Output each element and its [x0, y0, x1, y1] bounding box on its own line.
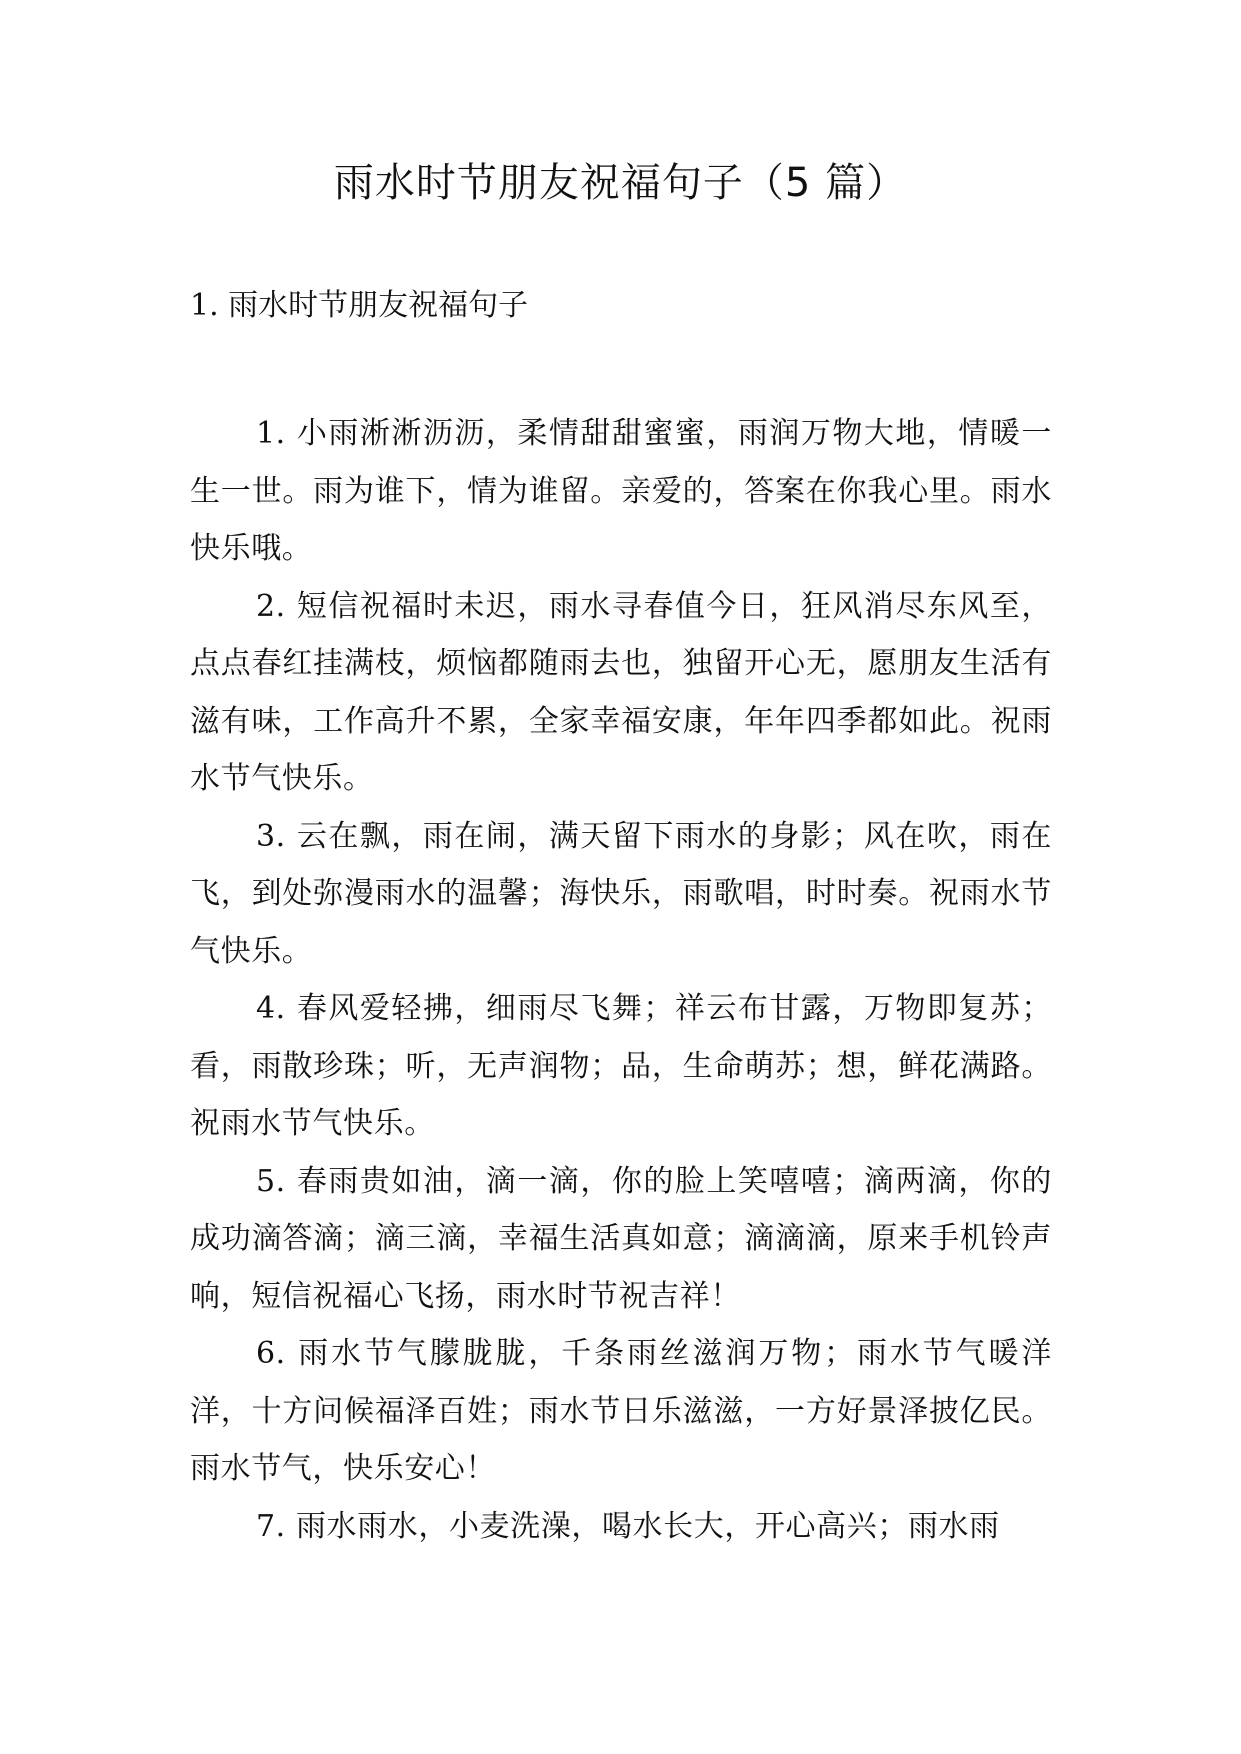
paragraph-2: 2. 短信祝福时未迟，雨水寻春值今日，狂风消尽东风至，点点春红挂满枝，烦恼都随雨去也，独留开心无，愿朋友生活有滋有味，工作高升不累，全家幸福安康，年年四季都如此。祝雨水节气快乐。 — [190, 588, 1052, 796]
paragraph-4: 4. 春风爱轻拂，细雨尽飞舞；祥云布甘露，万物即复苏；看，雨散珍珠；听，无声润物；品，生命萌苏；想，鲜花满路。祝雨水节气快乐。 — [190, 991, 1052, 1141]
document-body — [190, 405, 1052, 1555]
paragraph-1: 1. 小雨淅淅沥沥，柔情甜甜蜜蜜，雨润万物大地，情暖一生一世。雨为谁下，情为谁留。亲爱的，答案在你我心里。雨水快乐哦。 — [190, 416, 1052, 566]
paragraph-3: 3. 云在飘，雨在闹，满天留下雨水的身影；风在吹，雨在飞，到处弥漫雨水的温馨；海快乐，雨歌唱，时时奏。祝雨水节气快乐。 — [190, 818, 1052, 969]
paragraph-7: 7. 雨水雨水，小麦洗澡，喝水长大，开心高兴；雨水雨 — [256, 1508, 1000, 1544]
paragraph-6: 6. 雨水节气朦胧胧，千条雨丝滋润万物；雨水节气暖洋洋，十方问候福泽百姓；雨水节日乐滋滋，一方好景泽披亿民。雨水节气，快乐安心！ — [190, 1336, 1052, 1486]
document-title: 雨水时节朋友祝福句子（5 篇） — [333, 160, 908, 206]
paragraph-5: 5. 春雨贵如油，滴一滴，你的脸上笑嘻嘻；滴两滴，你的成功滴答滴；滴三滴，幸福生活真如意；滴滴滴，原来手机铃声响，短信祝福心飞扬，雨水时节祝吉祥！ — [190, 1163, 1052, 1314]
section-heading: 1. 雨水时节朋友祝福句子 — [190, 288, 529, 323]
